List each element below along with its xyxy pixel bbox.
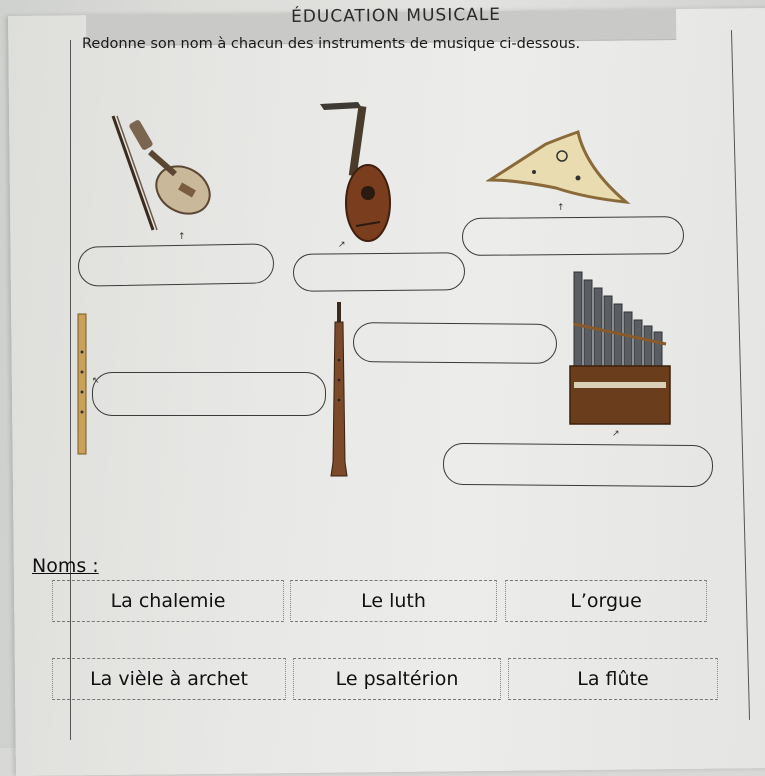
- name-card[interactable]: [505, 580, 707, 622]
- vielle-icon: [105, 112, 215, 242]
- pointer-arrow: ↑: [178, 232, 186, 242]
- name-label: Le luth: [361, 590, 426, 612]
- name-label: La chalemie: [110, 590, 226, 612]
- name-label: La flûte: [577, 668, 649, 690]
- name-label: L’orgue: [570, 590, 642, 612]
- psaltery-icon: [486, 128, 636, 208]
- answer-box-organ[interactable]: [443, 443, 713, 487]
- names-heading: Noms :: [32, 555, 99, 577]
- name-card[interactable]: [508, 658, 718, 700]
- name-card[interactable]: [290, 580, 497, 622]
- shawm-icon: [325, 300, 355, 480]
- answer-box-vielle[interactable]: [78, 243, 275, 286]
- lute-icon: [318, 98, 398, 243]
- answer-box-psaltery[interactable]: [462, 216, 684, 256]
- name-label: La vièle à archet: [90, 668, 248, 690]
- page-title: ÉDUCATION MUSICALE: [290, 4, 502, 28]
- name-card[interactable]: [52, 580, 284, 622]
- answer-box-lute[interactable]: [293, 252, 465, 291]
- answer-box-shawm[interactable]: [353, 322, 557, 364]
- name-card[interactable]: [52, 658, 286, 700]
- pointer-arrow: ↑: [557, 203, 565, 213]
- pointer-arrow: ↗: [612, 429, 620, 439]
- name-card[interactable]: [293, 658, 501, 700]
- answer-box-flute[interactable]: [92, 372, 326, 416]
- instruction-text: Redonne son nom à chacun des instruments de musique ci-dessous.: [82, 36, 581, 52]
- organ-icon: [568, 266, 673, 428]
- pointer-arrow: ↗: [338, 240, 346, 250]
- name-label: Le psaltérion: [335, 668, 459, 690]
- pointer-arrow: ↖: [92, 376, 100, 386]
